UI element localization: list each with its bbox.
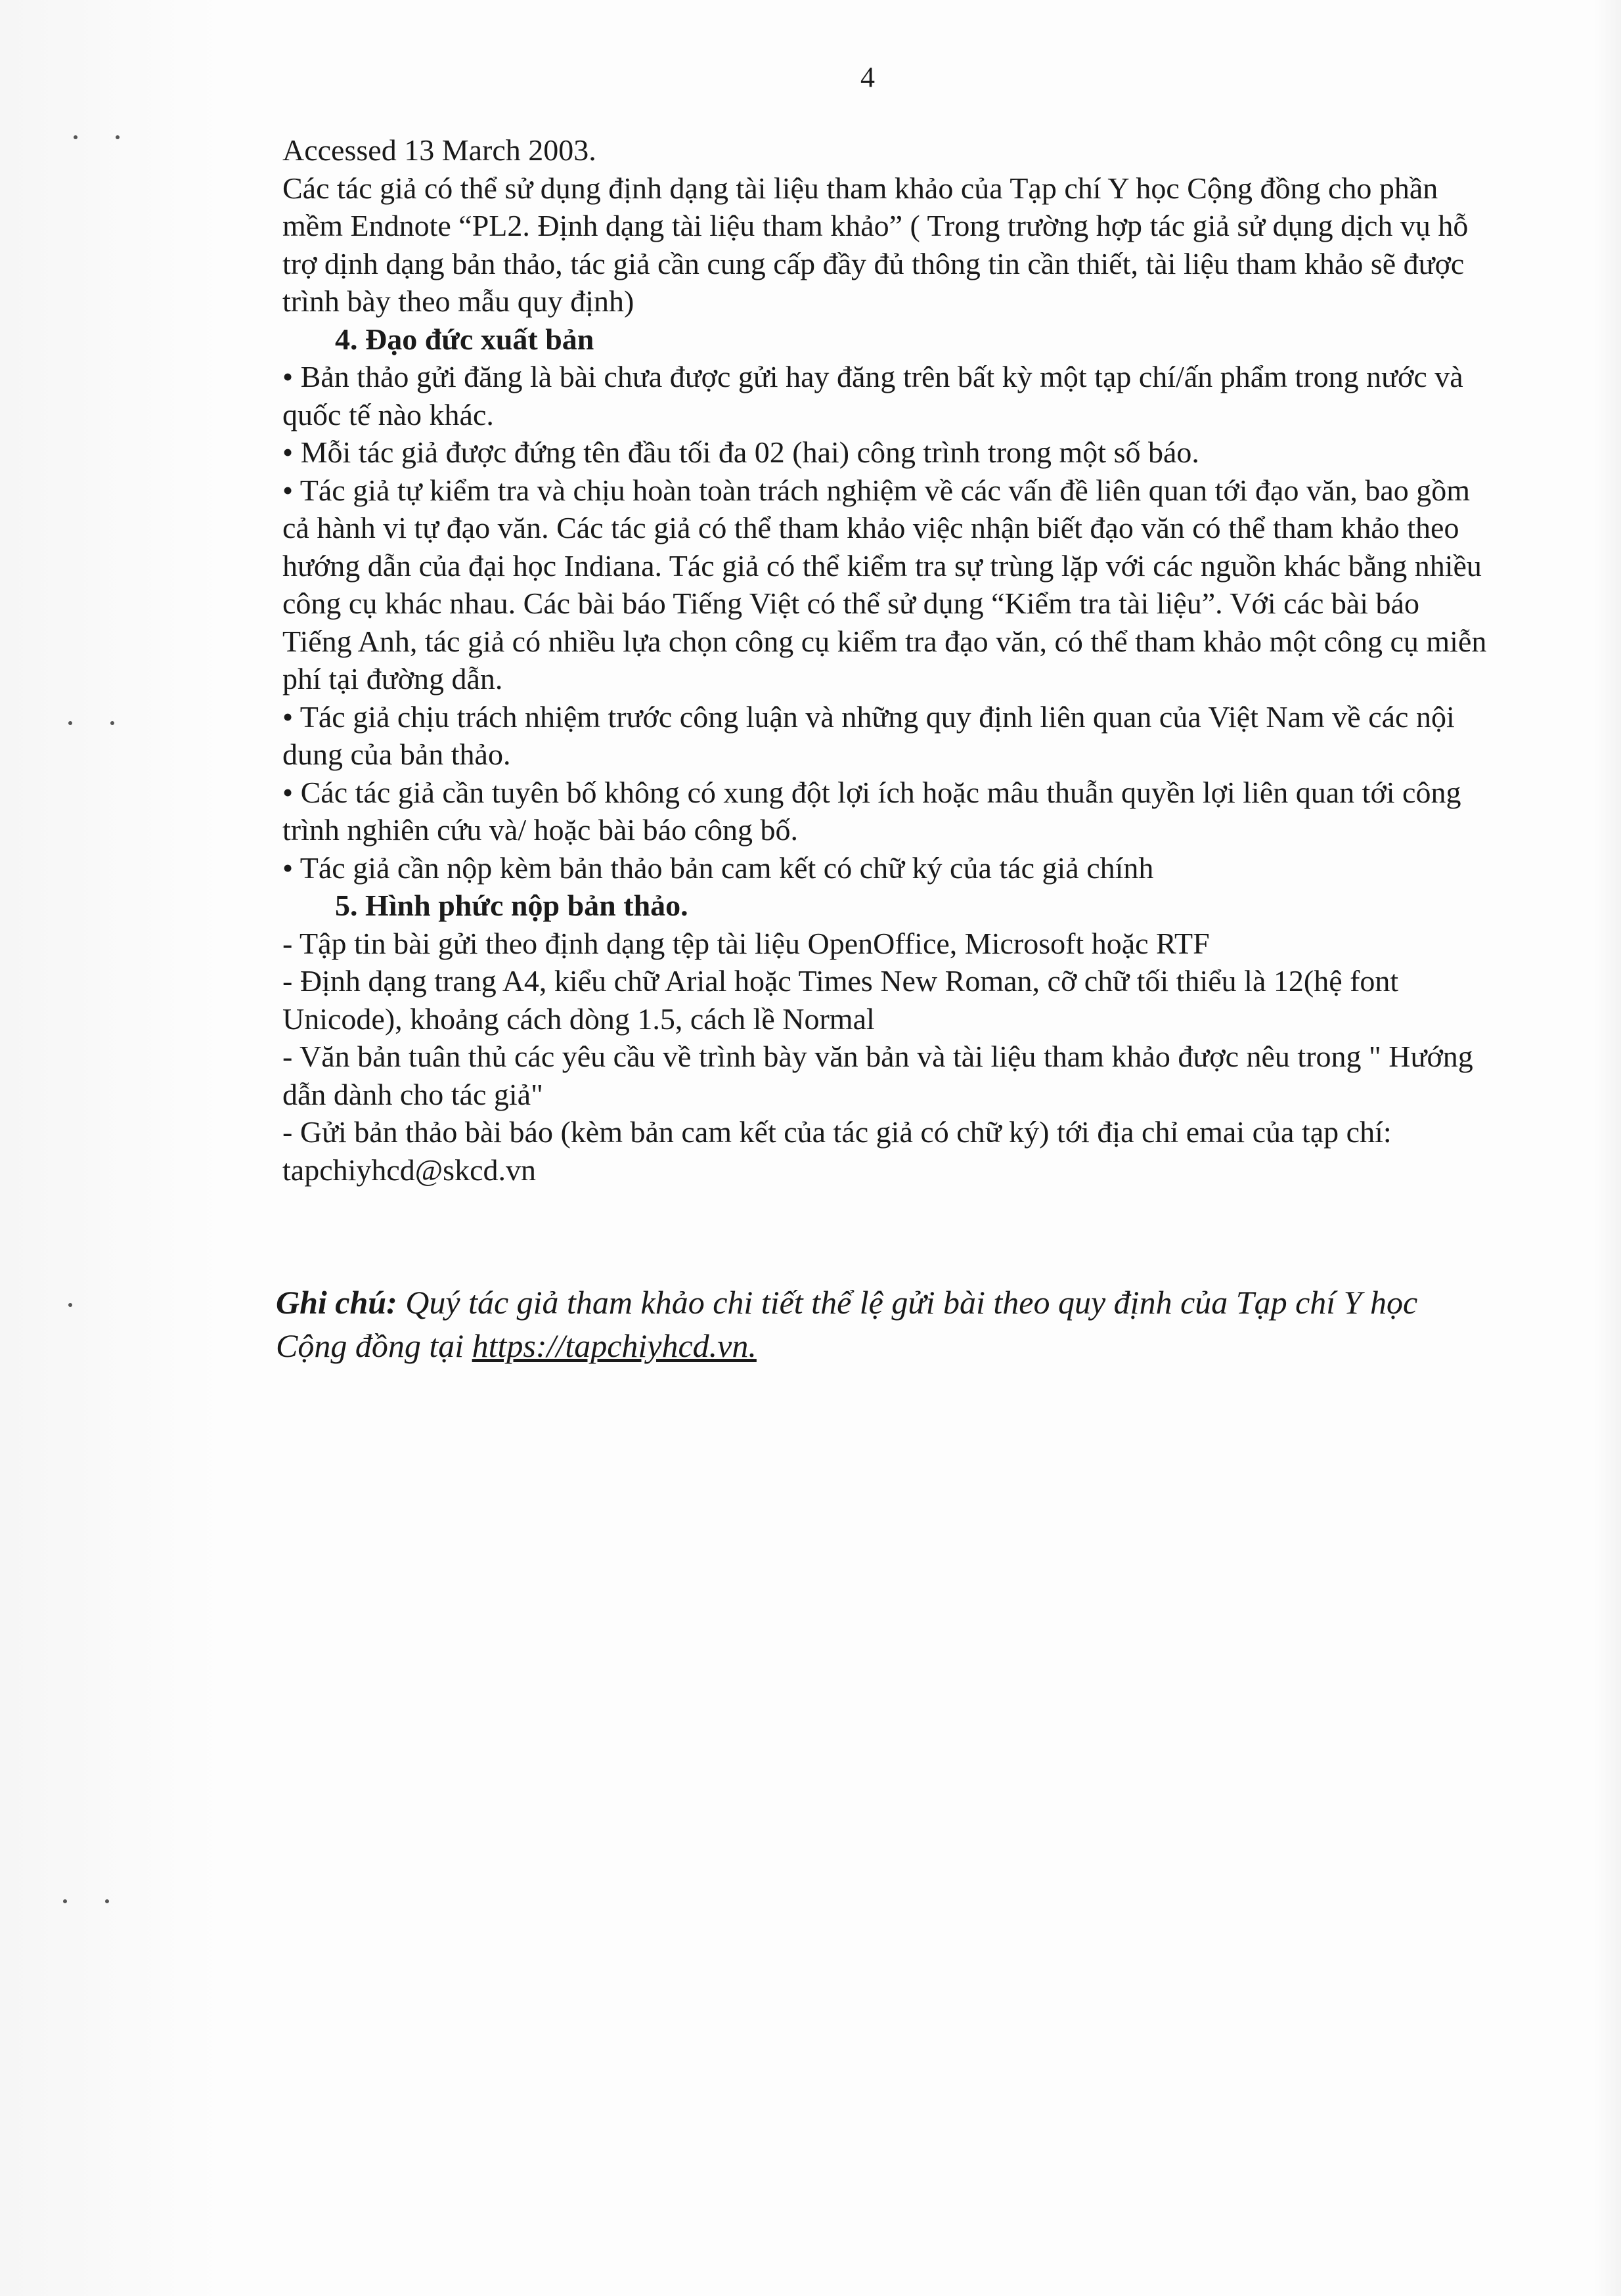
page-number: 4 <box>860 61 875 93</box>
scan-speck <box>116 135 120 139</box>
document-body <box>282 131 1491 1189</box>
scan-speck <box>105 1899 109 1903</box>
scan-speck <box>74 135 78 139</box>
section-heading-submission-format: 5. Hình phức nộp bản thảo. <box>335 889 688 922</box>
submission-item: - Định dạng trang A4, kiểu chữ Arial hoặc Times New Roman, cỡ chữ tối thiểu là 12(hệ font Unicode), khoảng cách dòng 1.5, cách lề Normal <box>282 964 1399 1036</box>
note-paragraph <box>276 1281 1491 1367</box>
ethics-item: • Tác giả chịu trách nhiệm trước công luận và những quy định liên quan của Việt Nam về các nội dung của bản thảo. <box>282 699 1455 771</box>
note-text: Quý tác giả tham khảo chi tiết thể lệ gửi bài theo quy định của Tạp chí Y học Cộng đồng tại <box>276 1284 1418 1364</box>
section-heading-publication-ethics: 4. Đạo đức xuất bản <box>335 322 594 356</box>
submission-item: - Văn bản tuân thủ các yêu cầu về trình bày văn bản và tài liệu tham khảo được nêu trong " Hướng dẫn dành cho tác giả" <box>282 1040 1473 1111</box>
scan-speck <box>63 1899 67 1903</box>
scan-speck <box>110 721 114 725</box>
scan-speck <box>68 721 72 725</box>
submission-item: - Tập tin bài gửi theo định dạng tệp tài liệu OpenOffice, Microsoft hoặc RTF <box>282 926 1210 960</box>
scan-shadow-left <box>0 0 220 2296</box>
journal-website-link[interactable]: https://tapchiyhcd.vn. <box>472 1327 757 1364</box>
ethics-item: • Bản thảo gửi đăng là bài chưa được gửi hay đăng trên bất kỳ một tạp chí/ấn phẩm trong nước và quốc tế nào khác. <box>282 360 1463 431</box>
submission-item: - Gửi bản thảo bài báo (kèm bản cam kết của tác giả có chữ ký) tới địa chỉ emai của tạp chí: tapchiyhcd@skcd.vn <box>282 1115 1392 1187</box>
scan-speck <box>68 1303 72 1307</box>
reference-tail: Accessed 13 March 2003. <box>282 133 596 167</box>
ethics-item: • Các tác giả cần tuyên bố không có xung đột lợi ích hoặc mâu thuẫn quyền lợi liên quan tới công trình nghiên cứu và/ hoặc bài báo công bố. <box>282 775 1461 847</box>
ethics-item: • Tác giả cần nộp kèm bản thảo bản cam kết có chữ ký của tác giả chính <box>282 850 1154 885</box>
ethics-item: • Tác giả tự kiểm tra và chịu hoàn toàn trách nghiệm về các vấn đề liên quan tới đạo văn, bao gồm cả hành vi tự đạo văn. Các tác giả có thể tham khảo việc nhận biết đạo văn có thể tham khảo theo hướng dẫn của đại học Indiana. Tác giả có thể kiểm tra sự trùng lặp với các nguồn khác bằng nhiều công cụ khác nhau. Các bài báo Tiếng Việt có thể sử dụng “Kiểm tra tài liệu”. Với các bài báo Tiếng Anh, tác giả có nhiều lựa chọn công cụ kiểm tra đạo văn, có thể tham khảo một công cụ miễn phí tại đường dẫn. <box>282 473 1487 695</box>
note-label: Ghi chú: <box>276 1284 397 1321</box>
ethics-item: • Mỗi tác giả được đứng tên đầu tối đa 02 (hai) công trình trong một số báo. <box>282 435 1199 469</box>
reference-format-paragraph: Các tác giả có thể sử dụng định dạng tài liệu tham khảo của Tạp chí Y học Cộng đồng cho phần mềm Endnote “PL2. Định dạng tài liệu tham khảo” ( Trong trường hợp tác giả sử dụng dịch vụ hỗ trợ dịnh dạng bản thảo, tác giả cần cung cấp đầy đủ thông tin cần thiết, tài liệu tham khảo sẽ được trình bày theo mẫu quy định) <box>282 171 1469 318</box>
scan-shadow-right <box>1595 0 1621 2296</box>
